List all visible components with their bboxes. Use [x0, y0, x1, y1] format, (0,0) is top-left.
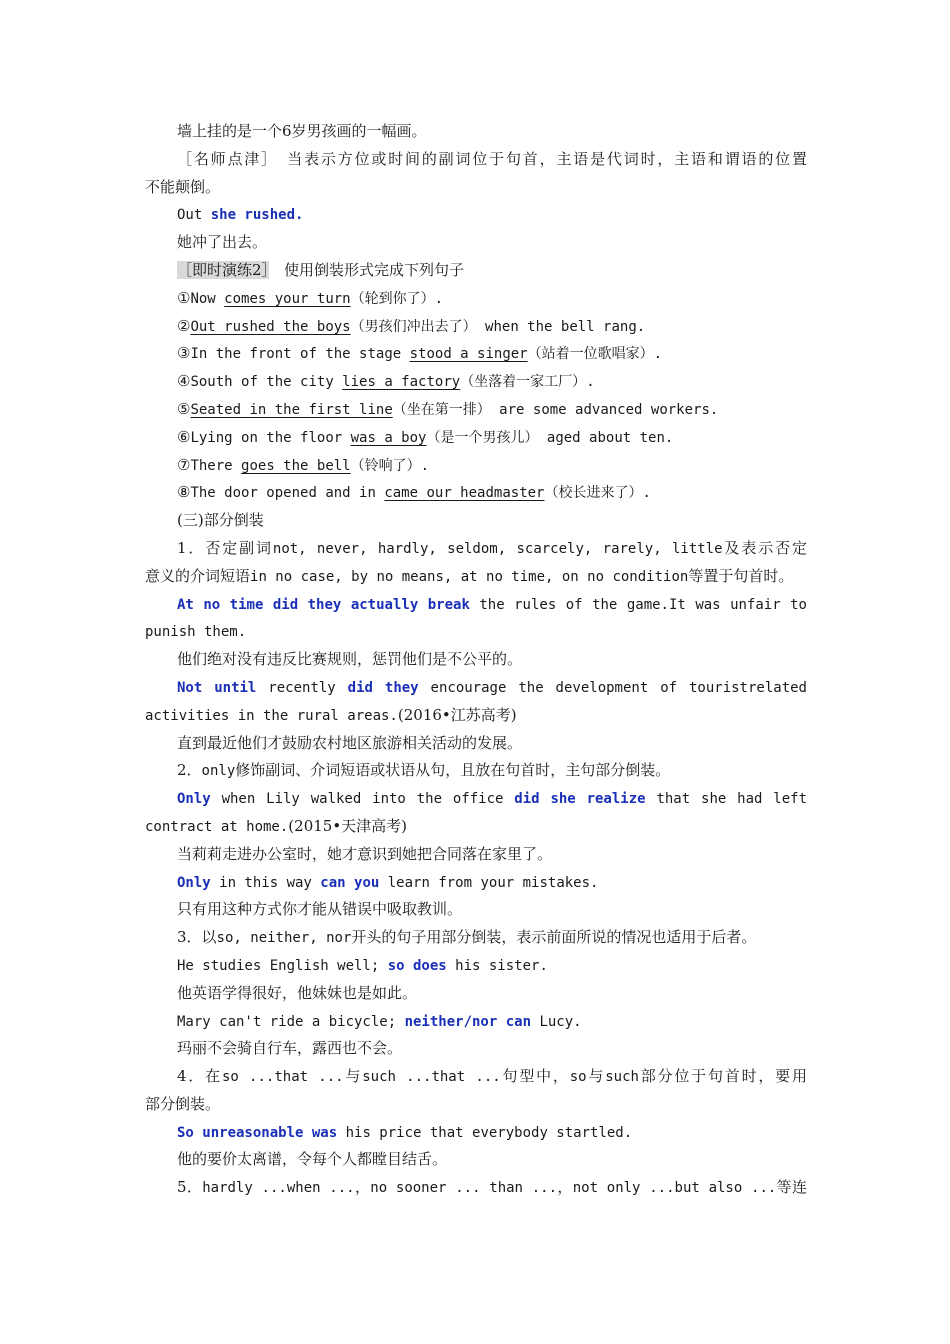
answer-blank: Out rushed the boys [190, 318, 351, 335]
emphasis-text: Only [177, 874, 211, 891]
text-segment: 使用倒装形式完成下列句子 [269, 260, 465, 279]
text-line [145, 201, 807, 229]
text-segment: . [420, 457, 430, 474]
text-segment: 等连 [776, 1178, 807, 1197]
document-page [145, 118, 807, 1202]
text-segment: The door opened and in [190, 485, 385, 502]
emphasis-text: At no time did they actually break [177, 596, 470, 613]
text-line [145, 618, 807, 646]
text-segment: ② [177, 316, 191, 335]
text-segment: such ...that ... [362, 1069, 501, 1086]
text-segment: ［名师点津］ 当表示方位或时间的副词位于句首，主语是代词时，主语和谓语的位置 [177, 149, 807, 168]
emphasis-text: so does [387, 957, 447, 974]
text-segment: 等置于句首时。 [688, 566, 794, 585]
text-segment: 2． [177, 761, 202, 780]
text-segment: 当莉莉走进办公室时，她才意识到她把合同落在家里了。 [177, 844, 553, 863]
text-line [145, 1091, 807, 1119]
text-segment: his sister. [446, 957, 548, 974]
text-segment: so [569, 1069, 587, 1086]
text-line [145, 869, 807, 897]
text-segment: 他的要价太离谱，令每个人都瞠目结舌。 [177, 1150, 448, 1169]
text-segment: not only ...but also ... [572, 1180, 777, 1197]
text-segment: . [653, 346, 663, 363]
text-segment: 及表示否定 [722, 538, 807, 557]
text-segment: punish them. [145, 624, 247, 641]
text-segment: recently [256, 679, 348, 696]
text-line [145, 174, 807, 202]
text-segment: 开头的句子用部分倒装，表示前面所说的情况也适用于后者。 [351, 928, 757, 947]
text-segment: (三)部分倒装 [177, 511, 264, 530]
text-segment: 他英语学得很好，他妹妹也是如此。 [177, 983, 418, 1002]
text-segment: his price that everybody startled. [337, 1124, 633, 1141]
text-segment: ⑦ [177, 455, 191, 474]
text-line [145, 452, 807, 480]
text-segment: are some advanced workers. [490, 401, 719, 418]
answer-blank: came our headmaster [384, 485, 545, 502]
text-line [145, 535, 807, 563]
text-segment: so, neither, nor [216, 930, 352, 947]
text-line [145, 813, 807, 841]
text-line [145, 1146, 807, 1174]
text-line [145, 257, 807, 285]
text-segment: that she had left [645, 791, 807, 808]
text-line [145, 785, 807, 813]
text-segment: 直到最近他们才鼓励农村地区旅游相关活动的发展。 [177, 733, 523, 752]
text-line [145, 146, 807, 174]
text-line [145, 841, 807, 869]
text-segment: ④ [177, 372, 191, 391]
text-segment: He studies English well; [177, 957, 388, 974]
text-line [145, 896, 807, 924]
text-segment: 只有用这种方式你才能从错误中吸取教训。 [177, 900, 463, 919]
text-segment: 4．在 [177, 1067, 222, 1086]
text-segment: aged about ten. [538, 429, 674, 446]
emphasis-text: Not until [177, 679, 257, 696]
text-line [145, 674, 807, 702]
text-segment: ③ [177, 344, 191, 363]
text-segment: 不能颠倒。 [145, 177, 221, 196]
text-segment: 5． [177, 1178, 203, 1197]
text-line [145, 285, 807, 313]
text-segment: （轮到你了） [350, 290, 435, 307]
text-segment: Lucy. [531, 1013, 582, 1030]
text-segment: not, never, hardly, seldom, scarcely, rarely, little [272, 540, 723, 557]
text-segment: such [605, 1069, 639, 1086]
text-line [145, 924, 807, 952]
emphasis-text: Only [177, 791, 211, 808]
emphasis-text: So unreasonable was [177, 1124, 338, 1141]
text-segment: Mary can't ride a bicycle; [177, 1013, 405, 1030]
text-line [145, 730, 807, 758]
text-segment: only [201, 763, 236, 780]
text-segment: ⑧ [177, 483, 191, 502]
text-line [145, 229, 807, 257]
text-segment: In the front of the stage [190, 346, 410, 363]
text-segment: 1．否定副词 [177, 538, 273, 557]
text-line [145, 1119, 807, 1147]
text-segment: contract at home. [145, 818, 289, 835]
text-segment: ， [557, 1178, 573, 1197]
text-line [145, 313, 807, 341]
text-segment: no sooner ... than ... [370, 1180, 558, 1197]
text-line [145, 396, 807, 424]
text-segment: activities in the rural areas. [145, 707, 398, 724]
text-segment: （站着一位歌唱家） [527, 346, 654, 363]
text-segment: when Lily walked into the office [210, 791, 515, 808]
text-segment: （是一个男孩儿） [426, 429, 539, 446]
text-segment: . [434, 290, 444, 307]
text-segment: learn from your mistakes. [379, 874, 599, 891]
text-segment: 墙上挂的是一个6岁男孩画的一幅画。 [177, 122, 427, 140]
text-segment: Now [190, 290, 225, 307]
text-segment: 他们绝对没有违反比赛规则，惩罚他们是不公平的。 [177, 650, 523, 669]
text-segment: (2016•江苏高考) [397, 705, 517, 724]
text-segment: 部分位于句首时，要用 [638, 1067, 807, 1086]
text-line [145, 980, 807, 1008]
text-segment: (2015•天津高考) [288, 816, 408, 835]
text-line [145, 507, 807, 535]
text-segment: （坐落着一家工厂） [460, 374, 587, 391]
text-segment: when the bell rang. [476, 318, 646, 335]
text-segment: ① [177, 288, 191, 307]
emphasis-text: did they [347, 679, 419, 696]
text-segment: 玛丽不会骑自行车，露西也不会。 [177, 1039, 403, 1058]
text-segment: （校长进来了） [544, 485, 643, 502]
answer-blank: stood a singer [409, 346, 528, 363]
text-segment: in no case, by no means, at no time, on no condition [250, 568, 689, 585]
answer-blank: lies a factory [342, 374, 461, 391]
text-line [145, 1008, 807, 1036]
answer-blank: comes your turn [224, 290, 351, 307]
emphasis-text: she rushed. [210, 207, 304, 224]
text-line [145, 1035, 807, 1063]
text-segment: 与 [343, 1067, 363, 1086]
text-segment: 句型中， [500, 1067, 570, 1086]
text-segment: the rules of the game.It was unfair to [469, 596, 807, 613]
text-segment: 3．以 [177, 928, 217, 947]
text-segment: Out [177, 207, 211, 224]
text-line [145, 563, 807, 591]
text-line [145, 424, 807, 452]
text-line [145, 368, 807, 396]
answer-blank: Seated in the first line [190, 401, 393, 418]
text-segment: ， [354, 1178, 371, 1197]
text-segment: There [190, 457, 242, 474]
text-segment: ⑥ [177, 427, 191, 446]
text-segment: （铃响了） [350, 457, 421, 474]
text-segment: （男孩们冲出去了） [350, 318, 477, 335]
text-segment: 意义的介词短语 [145, 566, 251, 585]
text-segment: Lying on the floor [190, 429, 351, 446]
text-line [145, 646, 807, 674]
text-segment: 部分倒装。 [145, 1094, 221, 1113]
text-line [145, 1063, 807, 1091]
text-line [145, 757, 807, 785]
text-line [145, 340, 807, 368]
text-segment: hardly ...when ... [202, 1180, 355, 1197]
text-segment: ⑤ [177, 399, 191, 418]
text-line [145, 702, 807, 730]
text-line [145, 118, 807, 146]
text-line [145, 1174, 807, 1202]
text-line [145, 952, 807, 980]
text-segment: . [642, 485, 651, 502]
text-segment: in this way [210, 874, 321, 891]
text-segment: 与 [586, 1067, 606, 1086]
section-tag: ［即时演练2］ [177, 260, 270, 279]
text-segment: encourage the development of touristrelated [418, 679, 807, 696]
text-segment: （坐在第一排） [392, 401, 491, 418]
answer-blank: goes the bell [241, 457, 351, 474]
text-segment: so ...that ... [221, 1069, 344, 1086]
emphasis-text: can you [320, 874, 380, 891]
text-segment: 她冲了出去。 [177, 233, 268, 252]
text-line [145, 591, 807, 619]
text-segment: 修饰副词、介词短语或状语从句，且放在句首时，主句部分倒装。 [235, 761, 671, 780]
text-segment: . [586, 374, 595, 391]
emphasis-text: did she realize [514, 791, 646, 808]
emphasis-text: neither/nor can [404, 1013, 532, 1030]
text-line [145, 479, 807, 507]
text-segment: South of the city [190, 374, 343, 391]
answer-blank: was a boy [350, 429, 427, 446]
